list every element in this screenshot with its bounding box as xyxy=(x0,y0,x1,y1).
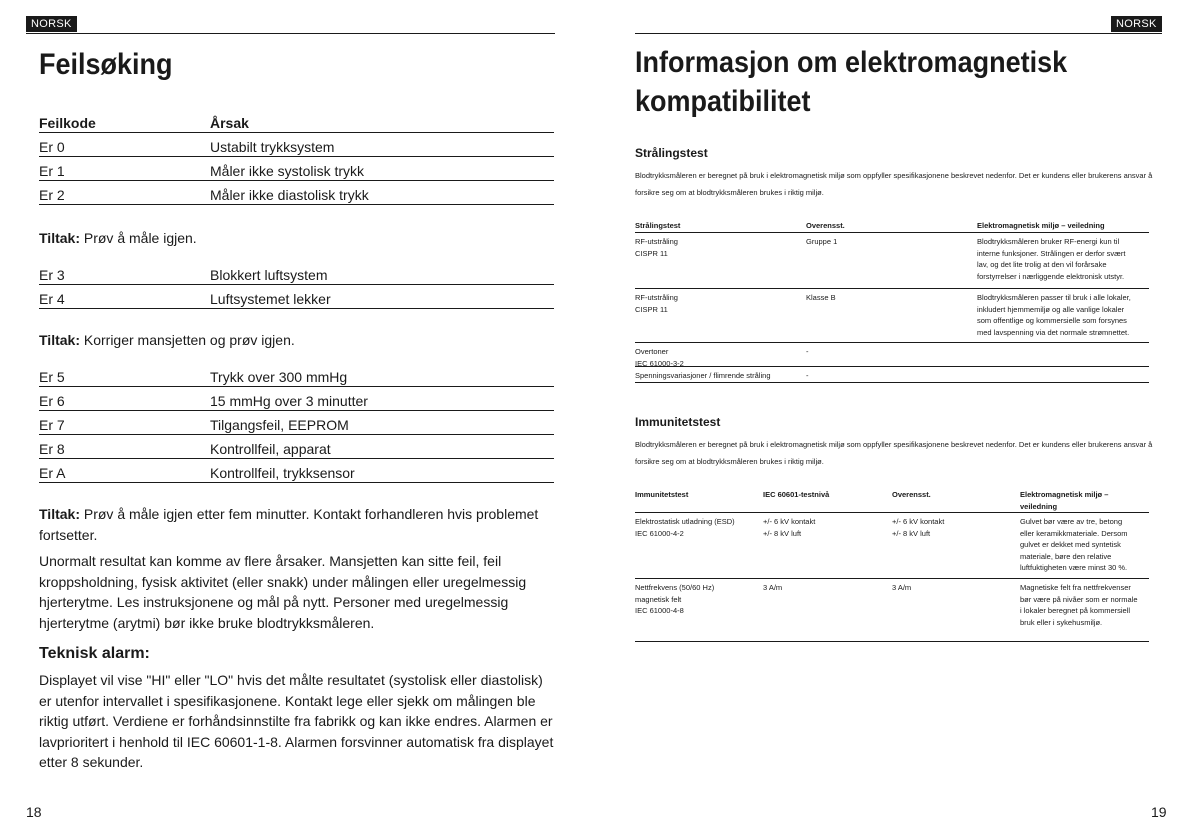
table-header xyxy=(635,218,1149,233)
table-row xyxy=(39,261,554,285)
table-row xyxy=(39,363,554,387)
error-code: Er 8 xyxy=(39,441,65,457)
table-row xyxy=(635,289,1149,343)
error-table-1 xyxy=(39,109,554,205)
error-code: Er 7 xyxy=(39,417,65,433)
table-row xyxy=(39,411,554,435)
cell-comp: Klasse B xyxy=(806,293,836,302)
page-title: Feilsøking xyxy=(39,48,173,81)
header-rule xyxy=(635,33,1162,34)
table-row xyxy=(39,459,554,483)
error-code: Er 2 xyxy=(39,187,65,203)
header-guidance: Elektromagnetisk miljø – veiledning xyxy=(1020,490,1109,511)
cell-comp: - xyxy=(806,347,809,356)
cell-comp: 3 A/m xyxy=(892,583,912,592)
cell-level: +/- 6 kV kontakt +/- 8 kV luft xyxy=(763,517,816,538)
action-label: Tiltak: xyxy=(39,506,80,522)
error-table-2 xyxy=(39,261,554,309)
left-page xyxy=(0,0,595,839)
cell-level: 3 A/m xyxy=(763,583,783,592)
page-number: 18 xyxy=(26,804,42,820)
cell-comp: - xyxy=(806,371,809,380)
immunity-intro: Blodtrykksmåleren er beregnet på bruk i elektromagnetisk miljø som oppfyller spesifikasjonene beskrevet nedenfor. Det er kundens eller brukerens ansvar å forsikre seg om at blodtrykksmåleren brukes i riktig miljø. xyxy=(635,440,1153,466)
action-text: Prøv å måle igjen. xyxy=(83,230,197,246)
header-compliance: Overensst. xyxy=(806,221,845,230)
header-guidance: Elektromagnetisk miljø – veiledning xyxy=(977,221,1105,230)
table-header xyxy=(635,485,1149,513)
error-code: Er 5 xyxy=(39,369,65,385)
language-badge: NORSK xyxy=(1111,16,1162,32)
technical-alarm-heading: Teknisk alarm: xyxy=(39,645,150,662)
table-row xyxy=(635,343,1149,367)
action-label: Tiltak: xyxy=(39,230,80,246)
page-number: 19 xyxy=(1151,804,1167,820)
technical-alarm-paragraph: Displayet vil vise "HI" eller "LO" hvis det målte resultatet (systolisk eller diastolisk) er utenfor intervallet i spesifikasjonene. Kontakt lege eller sjekk om målingen ble riktig utført. Verdiene er forhåndsinnstilte fra fabrikk og kan ikke endres. Alarmen er lavprioritert i henhold til IEC 60601-1-8. Alarmen forsvinner automatisk fra displayet etter 8 sekunder. xyxy=(39,672,554,770)
action-note-3 xyxy=(39,504,554,545)
emission-heading: Strålingstest xyxy=(635,146,708,160)
abnormal-result-paragraph: Unormalt resultat kan komme av flere årsaker. Mansjetten kan sitte feil, feil kroppsholdning, fysisk aktivitet (eller snakk) under målingen eller uregelmessig hjerterytme. Les instruksjonene og mål på nytt. Personer med uregelmessig hjerterytme (arytmi) bør ikke bruke blodtrykksmåleren. xyxy=(39,553,527,631)
table-row xyxy=(39,157,554,181)
header-test: Immunitetstest xyxy=(635,490,689,499)
cell-guide: Magnetiske felt fra nettfrekvenser bør være på nivåer som er normale i lokaler beregnet på kommersiell bruk eller i sykehusmiljø. xyxy=(1020,583,1138,627)
right-page xyxy=(596,0,1191,839)
error-code: Er 4 xyxy=(39,291,65,307)
cell-guide: Gulvet bør være av tre, betong eller keramikkmateriale. Dersom gulvet er dekket med syntetisk materiale, børe den relative luftfuktigheten være minst 30 %. xyxy=(1020,517,1128,572)
cell-test: Spenningsvariasjoner / flimrende stråling xyxy=(635,371,771,380)
table-row xyxy=(39,285,554,309)
table-row xyxy=(39,435,554,459)
error-code: Er 6 xyxy=(39,393,65,409)
error-cause: Kontrollfeil, apparat xyxy=(210,441,331,457)
error-cause: Trykk over 300 mmHg xyxy=(210,369,348,385)
table-row xyxy=(635,579,1149,642)
error-cause: Luftsystemet lekker xyxy=(210,291,331,307)
emission-table xyxy=(635,218,1149,383)
immunity-heading: Immunitetstest xyxy=(635,415,721,429)
cell-comp: +/- 6 kV kontakt +/- 8 kV luft xyxy=(892,517,945,538)
header-cause: Årsak xyxy=(210,115,249,131)
error-cause: Måler ikke diastolisk trykk xyxy=(210,187,369,203)
error-cause: 15 mmHg over 3 minutter xyxy=(210,393,368,409)
action-label: Tiltak: xyxy=(39,332,80,348)
table-row xyxy=(635,367,1149,383)
error-table-3 xyxy=(39,363,554,483)
header-rule xyxy=(26,33,555,34)
page-title-line-1: Informasjon om elektromagnetisk xyxy=(635,46,1068,79)
cell-guide: Blodtrykksmåleren bruker RF-energi kun til interne funksjoner. Strålingen er derfor svært lav, og det lite trolig at den vil forårsake forstyrrelser i nærliggende elektronisk utstyr. xyxy=(977,237,1126,281)
table-row xyxy=(39,133,554,157)
language-badge: NORSK xyxy=(26,16,77,32)
header-code: Feilkode xyxy=(39,115,96,131)
cell-test: RF-utstråling CISPR 11 xyxy=(635,237,678,258)
error-code: Er A xyxy=(39,465,66,481)
error-cause: Kontrollfeil, trykksensor xyxy=(210,465,355,481)
error-code: Er 0 xyxy=(39,139,65,155)
cell-guide: Blodtrykksmåleren passer til bruk i alle lokaler, inkludert hjemmemiljø og alle vanlige lokaler som offentlige og kommersielle som forsynes med lavspenning via det normale strømnettet. xyxy=(977,293,1131,337)
immunity-table xyxy=(635,485,1149,642)
error-cause: Ustabilt trykksystem xyxy=(210,139,335,155)
action-text: Prøv å måle igjen etter fem minutter. Kontakt forhandleren hvis problemet fortsetter. xyxy=(39,506,539,543)
error-code: Er 1 xyxy=(39,163,65,179)
cell-comp: Gruppe 1 xyxy=(806,237,838,246)
header-level: IEC 60601-testnivå xyxy=(763,490,830,499)
header-compliance: Overensst. xyxy=(892,490,931,499)
page-title-line-2: kompatibilitet xyxy=(635,85,811,118)
cell-test: RF-utstråling CISPR 11 xyxy=(635,293,678,314)
header-test: Strålingstest xyxy=(635,221,681,230)
table-row xyxy=(39,387,554,411)
action-text: Korriger mansjetten og prøv igjen. xyxy=(83,332,295,348)
action-note-1 xyxy=(39,228,554,249)
cell-test: Elektrostatisk utladning (ESD) IEC 61000-4-2 xyxy=(635,517,735,538)
error-cause: Blokkert luftsystem xyxy=(210,267,328,283)
error-cause: Tilgangsfeil, EEPROM xyxy=(210,417,349,433)
cell-test: Overtoner IEC 61000-3-2 xyxy=(635,347,684,368)
table-header xyxy=(39,109,554,133)
action-note-2 xyxy=(39,330,554,351)
emission-intro: Blodtrykksmåleren er beregnet på bruk i elektromagnetisk miljø som oppfyller spesifikasjonene beskrevet nedenfor. Det er kundens eller brukerens ansvar å forsikre seg om at blodtrykksmåleren brukes i riktig miljø. xyxy=(635,171,1153,197)
error-cause: Måler ikke systolisk trykk xyxy=(210,163,365,179)
table-row xyxy=(635,513,1149,579)
cell-test: Nettfrekvens (50/60 Hz) magnetisk felt IEC 61000-4-8 xyxy=(635,583,715,615)
table-row xyxy=(635,233,1149,289)
error-code: Er 3 xyxy=(39,267,65,283)
table-row xyxy=(39,181,554,205)
